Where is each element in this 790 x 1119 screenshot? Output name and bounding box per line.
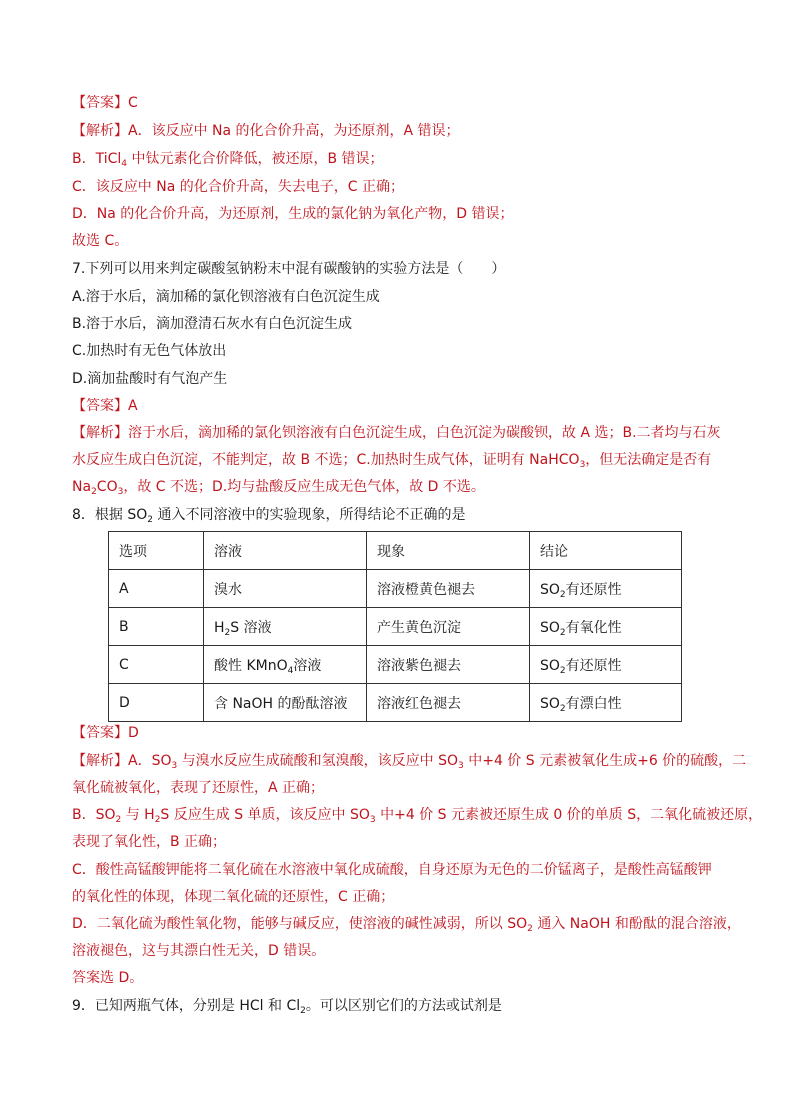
cell-solution: 溴水 [204,570,367,608]
q6-conclusion: 故选 C。 [72,233,129,249]
q6-analysis-b: B．TiCl$_4$ 中钛元素化合价降低，被还原，B 错误； [72,151,384,169]
cell-phenomenon: 溶液红色褪去 [367,684,530,722]
answer-tag: 【答案】 [72,95,128,111]
q7-answer [72,396,732,416]
table-row [109,608,682,646]
q8-analysis-c2: 的氧化性的体现，体现二氧化硫的还原性，C 正确； [72,889,395,905]
q8-answer [72,723,732,743]
cell-solution: 酸性 KMnO$_4$溶液 [204,646,367,684]
header-option: 选项 [109,532,204,570]
cell-conclusion: $SO_2$有还原性 [530,570,682,608]
answer-value: C [128,95,138,111]
answer-value: D [128,725,139,741]
cell-phenomenon: 产生黄色沉淀 [367,608,530,646]
q8-analysis-a1: 【解析】A．$SO_3$ 与溴水反应生成硫酸和氢溴酸，该反应中 $SO_3$ 中+4 价 S 元素被氧化生成+6 价的硫酸，二 [72,753,747,771]
q7-option-a: A.溶于水后，滴加稀的氯化钡溶液有白色沉淀生成 [72,289,380,305]
header-phenomenon: 现象 [367,532,530,570]
q9-question: 9．已知两瓶气体，分别是 HCl 和 $Cl_2$。可以区别它们的方法或试剂是 [72,998,502,1016]
cell-option: C [109,646,204,684]
q6-analysis-c: C．该反应中 Na 的化合价升高，失去电子，C 正确； [72,179,404,195]
table-row [109,570,682,608]
q8-analysis-d1: D．二氧化硫为酸性氧化物，能够与碱反应，使溶液的碱性减弱，所以 $SO_2$ 通入 NaOH 和酚酞的混合溶液， [72,916,741,934]
q8-options-table [108,531,682,722]
analysis-tag: 【解析】 [72,425,128,441]
q6-answer [72,93,732,113]
cell-option: B [109,608,204,646]
cell-option: D [109,684,204,722]
cell-conclusion: $SO_2$有氧化性 [530,608,682,646]
q8-analysis-d2: 溶液褪色，这与其漂白性无关，D 错误。 [72,943,326,959]
q8-analysis-a2: 氧化硫被氧化，表现了还原性，A 正确； [72,780,325,796]
q7-option-d: D.滴加盐酸时有气泡产生 [72,371,228,387]
cell-phenomenon: 溶液紫色褪去 [367,646,530,684]
cell-conclusion: $SO_2$有漂白性 [530,684,682,722]
cell-solution: 含 NaOH 的酚酞溶液 [204,684,367,722]
analysis-tag: 【解析】 [72,123,128,139]
q8-analysis-c1: C．酸性高锰酸钾能将二氧化硫在水溶液中氧化成硫酸，自身还原为无色的二价锰离子，是酸性高锰酸钾 [72,862,712,878]
answer-tag: 【答案】 [72,725,128,741]
cell-solution: $H_2S$ 溶液 [204,608,367,646]
q8-conclusion: 答案选 D。 [72,970,144,986]
cell-option: A [109,570,204,608]
q7-option-b: B.溶于水后，滴加澄清石灰水有白色沉淀生成 [72,316,353,332]
table-header-row [109,532,682,570]
answer-tag: 【答案】 [72,398,128,414]
cell-phenomenon: 溶液橙黄色褪去 [367,570,530,608]
q7-analysis-line1: 【解析】溶于水后，滴加稀的氯化钡溶液有白色沉淀生成，白色沉淀为碳酸钡，故 A 选；B.二者均与石灰 [72,425,721,441]
analysis-tag: 【解析】 [72,753,128,769]
answer-value: A [128,398,138,414]
header-conclusion: 结论 [530,532,682,570]
header-solution: 溶液 [204,532,367,570]
q7-analysis-line2: 水反应生成白色沉淀，不能判定，故 B 不选；C.加热时生成气体，证明有 NaHCO$_3$，但无法确定是否有 [72,452,712,470]
q8-analysis-b2: 表现了氧化性，B 正确； [72,834,227,850]
q7-analysis-line3: $Na_2CO_3$，故 C 不选；D.均与盐酸反应生成无色气体，故 D 不选。 [72,479,485,497]
q6-analysis-d: D．Na 的化合价升高，为还原剂，生成的氯化钠为氧化产物，D 错误； [72,206,514,222]
table-row [109,646,682,684]
q8-analysis-b1: B．$SO_2$ 与 $H_2S$ 反应生成 S 单质，该反应中 $SO_3$ 中+4 价 S 元素被还原生成 0 价的单质 S，二氧化硫被还原， [72,807,763,825]
q7-option-c: C.加热时有无色气体放出 [72,343,227,359]
q7-question: 7.下列可以用来判定碳酸氢钠粉末中混有碳酸钠的实验方法是（ ） [72,261,506,277]
q8-question: 8．根据 $SO_2$ 通入不同溶液中的实验现象，所得结论不正确的是 [72,507,466,525]
q6-analysis-a: 【解析】A．该反应中 Na 的化合价升高，为还原剂，A 错误； [72,123,460,139]
cell-conclusion: $SO_2$有还原性 [530,646,682,684]
table-row [109,684,682,722]
